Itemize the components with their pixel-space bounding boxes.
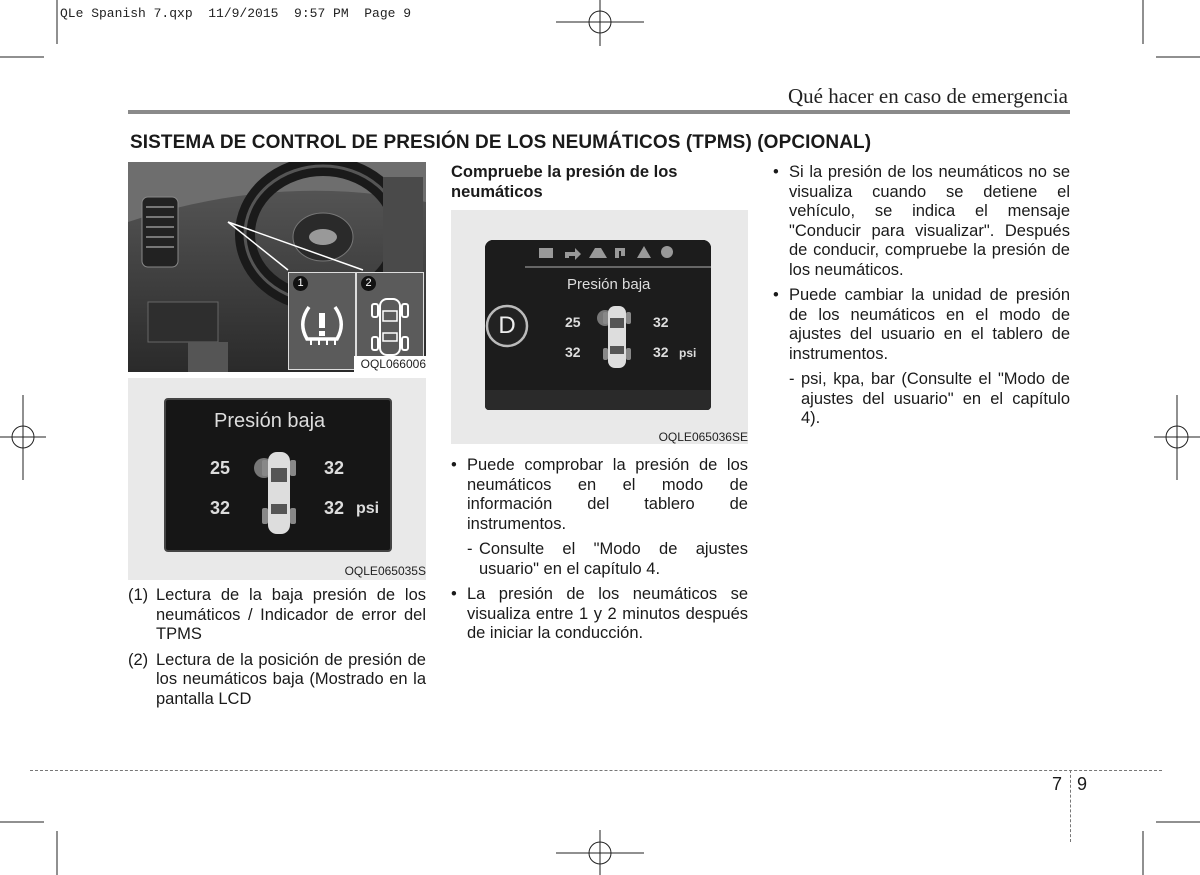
- running-head: Qué hacer en caso de emergencia: [787, 84, 1068, 108]
- figure-lcd-panel: [128, 378, 426, 580]
- cluster-title: Presión baja: [567, 276, 651, 293]
- bullet-text: Puede comprobar la presión de los neumáticos en el modo de información del tablero de instrumentos.: [467, 456, 748, 533]
- column-3-text: [773, 163, 1070, 435]
- column-2-text: [451, 456, 748, 650]
- figure-dashboard-photo: [128, 162, 426, 372]
- dash-mark: -: [789, 370, 795, 388]
- callout-tpms-indicator: [288, 272, 356, 370]
- list-item: [128, 651, 426, 710]
- car-top-view-icon: [367, 295, 413, 359]
- lcd-screen: [164, 398, 392, 552]
- column-1-text: [128, 586, 426, 715]
- list-item-text: Lectura de la baja presión de los neumáticos / Indicador de error del TPMS: [156, 586, 426, 643]
- car-top-view-icon: [254, 448, 304, 538]
- sub-item: [789, 370, 1070, 429]
- bullet-item: [451, 456, 748, 534]
- bullet-mark: •: [451, 456, 457, 474]
- figure-2-code: OQLE065035S: [344, 564, 426, 578]
- bullet-text: Si la presión de los neumáticos no se visualiza cuando se detiene el vehículo, se indica el mensaje "Conducir para visualizar". Después de conducir, compruebe la presión de los neumáticos.: [789, 163, 1070, 279]
- lcd-title: Presión baja: [214, 410, 326, 432]
- pressure-unit: psi: [679, 346, 697, 360]
- bullet-mark: •: [773, 163, 779, 181]
- tire-value-rear-right: 32: [324, 498, 345, 518]
- bullet-mark: •: [773, 286, 779, 304]
- bullet-item: [773, 286, 1070, 364]
- callout-number-1: 1: [293, 276, 308, 291]
- list-number: (2): [128, 650, 149, 669]
- tire-value-front-right: 32: [653, 314, 669, 330]
- pressure-unit: psi: [356, 500, 380, 517]
- chapter-number: 7: [1052, 774, 1063, 794]
- list-item-text: Lectura de la posición de presión de los neumáticos baja (Mostrado en la pantalla LCD: [156, 650, 426, 708]
- footer-vertical-rule: [1070, 770, 1071, 842]
- header-rule: [128, 110, 1070, 114]
- dash-mark: -: [467, 540, 473, 558]
- gear-indicator: D: [498, 312, 516, 339]
- section-title: SISTEMA DE CONTROL DE PRESIÓN DE LOS NEUMÁTICOS (TPMS) (OPCIONAL): [130, 132, 872, 153]
- print-slug: QLe Spanish 7.qxp 11/9/2015 9:57 PM Page 9: [60, 6, 412, 21]
- car-top-view-icon: [597, 304, 637, 370]
- sub-item: [467, 540, 748, 579]
- tire-value-rear-right: 32: [653, 344, 669, 360]
- cluster-screen: [485, 240, 711, 410]
- bullet-text: Puede cambiar la unidad de presión de los neumáticos en el modo de ajustes del usuario en el tablero de instrumentos.: [789, 286, 1070, 363]
- tire-value-front-left: 25: [565, 314, 581, 330]
- tire-value-rear-left: 32: [565, 344, 581, 360]
- gear-icon: [661, 246, 673, 258]
- figure-3-code: OQLE065036SE: [658, 430, 748, 444]
- sub-item-text: Consulte el "Modo de ajustes usuario" en el capítulo 4.: [479, 540, 748, 578]
- column-2-heading: Compruebe la presión de los neumáticos: [451, 163, 678, 201]
- bullet-item: [773, 163, 1070, 280]
- sub-item-text: psi, kpa, bar (Consulte el "Modo de ajustes del usuario" en el capítulo 4).: [801, 370, 1070, 427]
- figure-1-code: OQL066006: [360, 357, 426, 371]
- list-item: [128, 586, 426, 645]
- bullet-text: La presión de los neumáticos se visualiza entre 1 y 2 minutos después de iniciar la conducción.: [467, 585, 748, 642]
- bullet-item: [451, 585, 748, 644]
- figure-cluster-panel: [451, 210, 748, 444]
- tire-value-front-left: 25: [210, 458, 231, 478]
- callout-number-2: 2: [361, 276, 376, 291]
- page-number: 9: [1077, 774, 1088, 794]
- footer-dashed-rule: [30, 770, 1162, 771]
- tpms-warning-icon: [297, 301, 347, 349]
- list-number: (1): [128, 586, 149, 604]
- bullet-mark: •: [451, 585, 457, 603]
- tire-value-front-right: 32: [324, 458, 345, 478]
- trip-icon: [539, 248, 553, 258]
- tire-value-rear-left: 32: [210, 498, 231, 518]
